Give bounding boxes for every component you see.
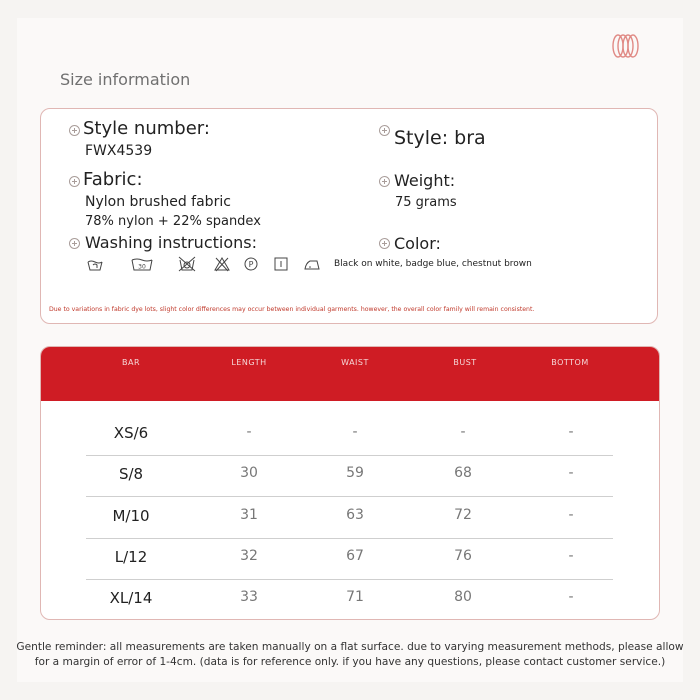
size-table: [40, 346, 660, 620]
header-bar: BAR: [121, 358, 141, 367]
hand-wash-icon: [86, 256, 104, 272]
style-number-value: FWX4539: [85, 143, 153, 159]
table-row: [86, 539, 613, 580]
size-cell: M/10: [112, 507, 150, 525]
style-number-label: Style number:: [83, 118, 210, 139]
weight-label: Weight:: [394, 171, 456, 190]
row-divider: [86, 496, 613, 497]
ring-logo-icon: [612, 33, 640, 59]
color-label: Color:: [394, 234, 441, 253]
bust-cell: 68: [454, 465, 472, 481]
size-cell: S/8: [118, 465, 144, 483]
table-row: [86, 456, 613, 497]
line-dry-icon: [272, 256, 290, 272]
bust-cell: 80: [454, 589, 472, 605]
fabric-composition: 78% nylon + 22% spandex: [85, 214, 261, 229]
table-header: [41, 347, 659, 401]
length-cell: 33: [240, 589, 258, 605]
table-row: [86, 415, 613, 456]
header-bottom: BOTTOM: [551, 358, 589, 367]
svg-text:30: 30: [138, 263, 146, 271]
waist-cell: 71: [346, 589, 364, 605]
reminder-line-1: Gentle reminder: all measurements are taken manually on a flat surface. due to varying measurement methods, please allow: [16, 641, 684, 653]
bottom-cell: -: [568, 507, 574, 523]
bottom-cell: -: [568, 424, 574, 440]
waist-cell: 63: [346, 507, 364, 523]
waist-cell: 59: [346, 465, 364, 481]
wash-30-icon: [130, 256, 154, 272]
color-variation-note: Due to variations in fabric dye lots, slight color differences may occur between individual garments. however, the overall color family will remain consistent.: [49, 306, 535, 313]
no-tumble-dry-icon: [178, 256, 196, 272]
size-cell: XS/6: [113, 424, 149, 442]
plus-circle-icon: [379, 125, 390, 136]
bust-cell: -: [460, 424, 466, 440]
section-title: Size information: [60, 70, 191, 89]
length-cell: 31: [240, 507, 258, 523]
iron-icon: [303, 256, 321, 272]
length-cell: -: [246, 424, 252, 440]
length-cell: 30: [240, 465, 258, 481]
reminder-line-2: for a margin of error of 1-4cm. (data is for reference only. if you have any questions, please contact customer service.): [34, 655, 666, 668]
size-cell: L/12: [114, 548, 148, 566]
measurement-reminder: [0, 640, 700, 669]
plus-circle-icon: [69, 176, 80, 187]
length-cell: 32: [240, 548, 258, 564]
plus-circle-icon: [69, 238, 80, 249]
style-label: Style: bra: [394, 127, 486, 149]
bust-cell: 76: [454, 548, 472, 564]
size-cell: XL/14: [109, 589, 153, 607]
washing-label: Washing instructions:: [85, 233, 257, 252]
header-length: LENGTH: [231, 358, 267, 367]
header-bust: BUST: [453, 358, 477, 367]
plus-circle-icon: [379, 176, 390, 187]
waist-cell: -: [352, 424, 358, 440]
plus-circle-icon: [379, 238, 390, 249]
fabric-value: Nylon brushed fabric: [85, 194, 231, 210]
bottom-cell: -: [568, 548, 574, 564]
waist-cell: 67: [346, 548, 364, 564]
bust-cell: 72: [454, 507, 472, 523]
header-waist: WAIST: [341, 358, 369, 367]
no-bleach-icon: [213, 256, 231, 272]
table-row: [86, 580, 613, 620]
weight-value: 75 grams: [395, 195, 457, 210]
table-row: [86, 498, 613, 539]
fabric-label: Fabric:: [83, 169, 143, 190]
dry-clean-p-icon: [242, 256, 260, 272]
bottom-cell: -: [568, 465, 574, 481]
svg-text:P: P: [248, 260, 254, 269]
product-info-card: [40, 108, 658, 324]
color-value: Black on white, badge blue, chestnut brown: [334, 259, 532, 269]
bottom-cell: -: [568, 589, 574, 605]
plus-circle-icon: [69, 125, 80, 136]
